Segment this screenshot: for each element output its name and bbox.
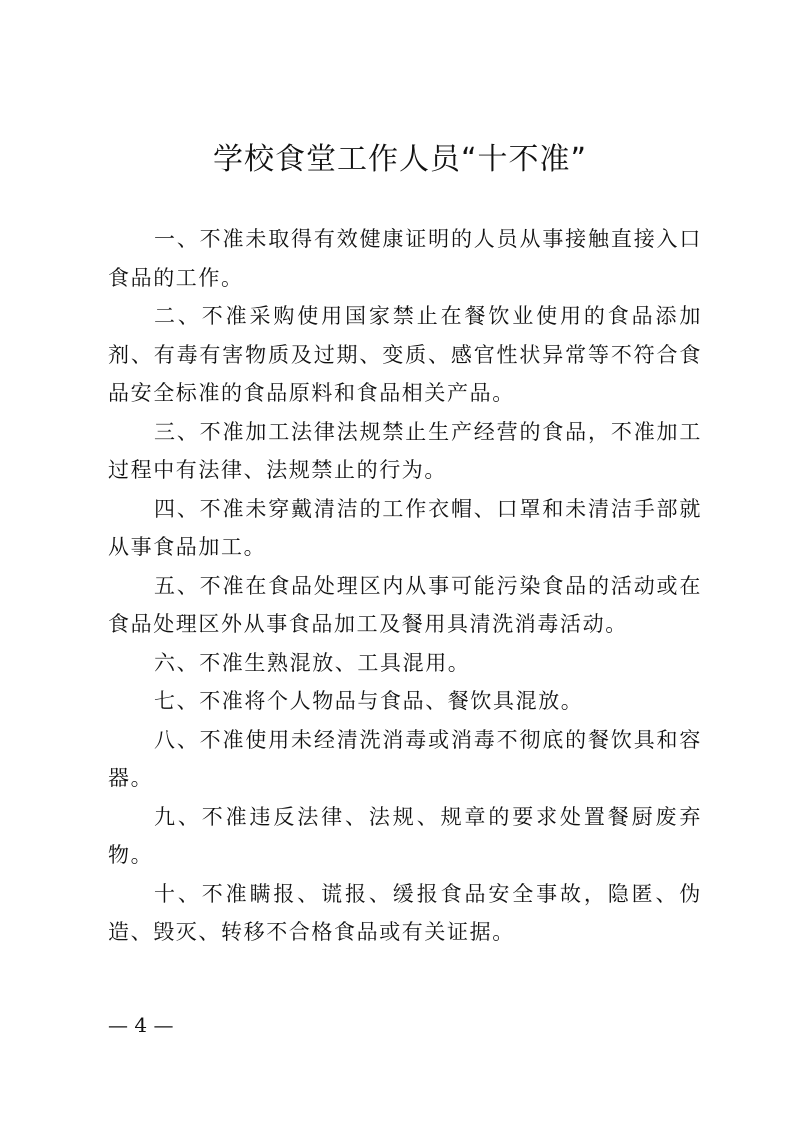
clause-2: 二、不准采购使用国家禁止在餐饮业使用的食品添加剂、有毒有害物质及过期、变质、感官性状异常等不符合食品安全标准的食品原料和食品相关产品。: [108, 304, 702, 405]
clause-4: 四、不准未穿戴清洁的工作衣帽、口罩和未清洁手部就从事食品加工。: [108, 496, 702, 559]
clause-10: 十、不准瞒报、谎报、缓报食品安全事故，隐匿、伪造、毁灭、转移不合格食品或有关证据。: [108, 881, 702, 944]
clause-8: 八、不准使用未经清洗消毒或消毒不彻底的餐饮具和容器。: [108, 727, 702, 790]
clause-3: 三、不准加工法律法规禁止生产经营的食品，不准加工过程中有法律、法规禁止的行为。: [108, 419, 702, 482]
clause-7: 七、不准将个人物品与食品、餐饮具混放。: [154, 689, 584, 713]
clause-5: 五、不准在食品处理区内从事可能污染食品的活动或在食品处理区外从事食品加工及餐用具清洗消毒活动。: [108, 573, 702, 636]
clause-9: 九、不准违反法律、法规、规章的要求处置餐厨废弃物。: [108, 804, 702, 867]
document-body: [108, 220, 702, 952]
document-title: 学校食堂工作人员“十不准”: [212, 142, 588, 177]
clause-1: 一、不准未取得有效健康证明的人员从事接触直接入口食品的工作。: [108, 227, 702, 290]
page-number: — 4 —: [108, 1013, 174, 1037]
clause-6: 六、不准生熟混放、工具混用。: [154, 650, 471, 675]
